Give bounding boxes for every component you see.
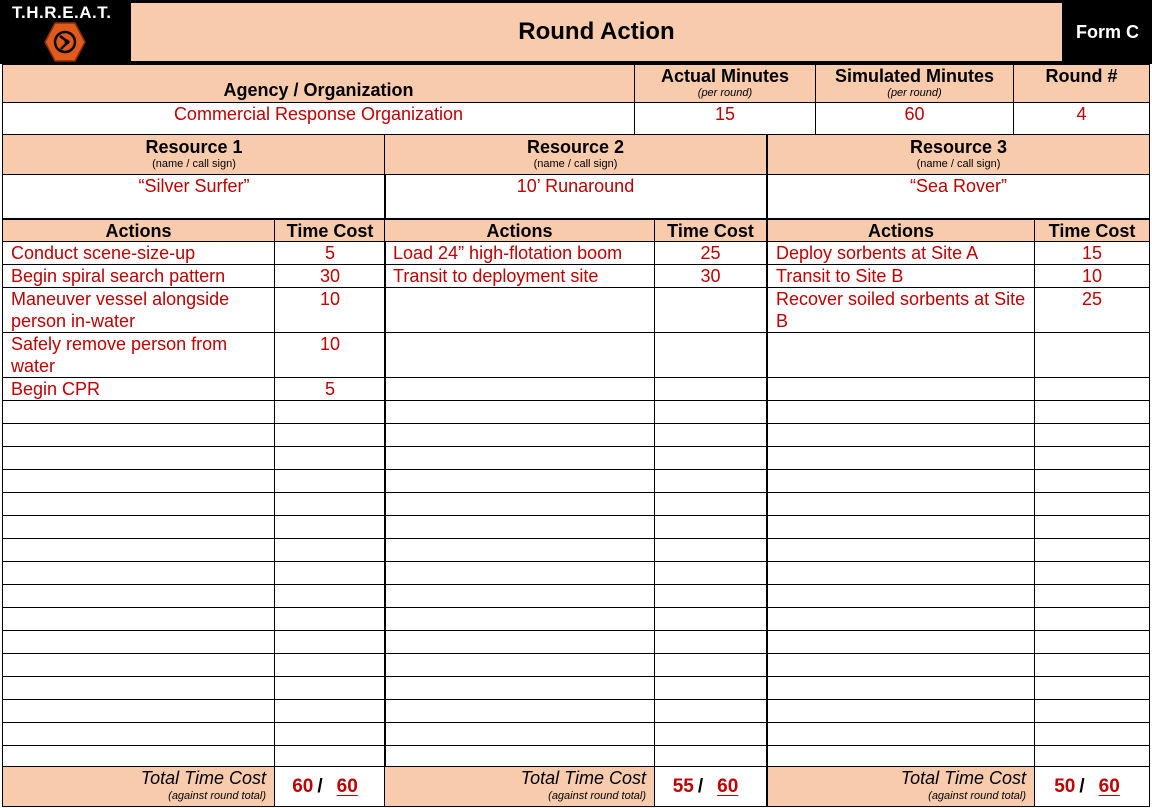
action-cell[interactable] <box>767 287 1035 333</box>
time-cell[interactable] <box>274 469 386 493</box>
action-cell[interactable] <box>384 745 655 767</box>
time-cell[interactable] <box>654 676 767 700</box>
resource-2-actions-header: Actions <box>384 219 655 242</box>
resource-1-sub: (name / call sign) <box>152 158 236 170</box>
resource-3-time-header: Time Cost <box>1034 219 1150 242</box>
time-cell[interactable] <box>654 492 767 516</box>
page-title: Round Action <box>130 2 1063 62</box>
time-cell[interactable] <box>654 241 767 265</box>
resource-1-header <box>2 134 386 175</box>
action-cell[interactable] <box>384 241 655 265</box>
resource-1-total-value-cell[interactable] <box>274 766 386 807</box>
total-label: Total Time Cost <box>900 768 1026 788</box>
action-cell[interactable] <box>2 400 275 424</box>
time-cell[interactable] <box>654 264 767 288</box>
action-cell[interactable] <box>2 241 275 265</box>
action-text: Deploy sorbents at Site A <box>776 243 979 263</box>
action-cell[interactable] <box>767 400 1035 424</box>
agency-label: Agency / Organization <box>223 80 414 100</box>
resource-2-sub: (name / call sign) <box>533 158 618 170</box>
time-cell[interactable] <box>654 745 767 767</box>
action-cell[interactable] <box>2 676 275 700</box>
action-cell[interactable] <box>2 492 275 516</box>
time-value: 10 <box>319 289 341 309</box>
time-cell[interactable] <box>274 538 386 562</box>
actual-minutes-sub: (per round) <box>697 87 753 99</box>
time-cell[interactable] <box>1034 377 1150 401</box>
round-value: 4 <box>1076 104 1087 124</box>
time-cell[interactable] <box>1034 584 1150 608</box>
time-cell[interactable] <box>654 400 767 424</box>
time-cell[interactable] <box>274 241 386 265</box>
action-cell[interactable] <box>384 699 655 723</box>
resource-2-name-field[interactable] <box>384 174 767 219</box>
time-cell[interactable] <box>274 584 386 608</box>
round-header <box>1013 64 1150 103</box>
time-cell[interactable] <box>274 699 386 723</box>
time-cell[interactable] <box>1034 607 1150 631</box>
time-cell[interactable] <box>654 722 767 746</box>
action-cell[interactable] <box>767 423 1035 447</box>
time-cell[interactable] <box>1034 400 1150 424</box>
action-cell[interactable] <box>384 287 655 333</box>
action-cell[interactable] <box>2 446 275 470</box>
action-cell[interactable] <box>2 423 275 447</box>
action-cell[interactable] <box>2 607 275 631</box>
action-cell[interactable] <box>767 722 1035 746</box>
time-cell[interactable] <box>274 446 386 470</box>
resource-3-total-label-cell <box>767 766 1035 807</box>
time-cell[interactable] <box>274 653 386 677</box>
action-text: Maneuver vessel alongside person in-water <box>11 289 230 331</box>
action-cell[interactable] <box>767 377 1035 401</box>
action-cell[interactable] <box>384 332 655 378</box>
total-used: 50 <box>1054 775 1076 797</box>
resource-2-name: 10’ Runaround <box>516 176 635 196</box>
action-cell[interactable] <box>384 492 655 516</box>
action-cell[interactable] <box>384 515 655 539</box>
round-label: Round # <box>1045 66 1118 86</box>
resource-1-total-label-cell <box>2 766 275 807</box>
action-cell[interactable] <box>767 492 1035 516</box>
resource-2-header <box>384 134 767 175</box>
round-field[interactable] <box>1013 102 1150 135</box>
time-value: 25 <box>1081 289 1103 309</box>
time-cell[interactable] <box>274 287 386 333</box>
resource-2-label: Resource 2 <box>526 137 625 157</box>
total-slash: / <box>317 775 323 797</box>
action-cell[interactable] <box>2 561 275 585</box>
time-cell[interactable] <box>1034 264 1150 288</box>
action-cell[interactable] <box>2 584 275 608</box>
time-cell[interactable] <box>1034 469 1150 493</box>
resource-3-total-value-cell[interactable] <box>1034 766 1150 807</box>
action-cell[interactable] <box>384 400 655 424</box>
actual-minutes-label: Actual Minutes <box>660 66 789 86</box>
time-cell[interactable] <box>274 492 386 516</box>
total-sub: (against round total) <box>928 790 1026 802</box>
resource-1-name: “Silver Surfer” <box>138 176 250 196</box>
total-slash: / <box>1079 775 1085 797</box>
action-cell[interactable] <box>2 515 275 539</box>
time-value: 10 <box>319 334 341 354</box>
time-cell[interactable] <box>1034 699 1150 723</box>
time-cell[interactable] <box>654 607 767 631</box>
action-cell[interactable] <box>2 377 275 401</box>
action-cell[interactable] <box>2 469 275 493</box>
time-cell[interactable] <box>274 676 386 700</box>
action-cell[interactable] <box>384 377 655 401</box>
action-cell[interactable] <box>767 515 1035 539</box>
agency-value: Commercial Response Organization <box>173 104 464 124</box>
time-cell[interactable] <box>1034 332 1150 378</box>
total-value <box>655 767 766 806</box>
resource-3-actions-header: Actions <box>767 219 1035 242</box>
time-cell[interactable] <box>274 722 386 746</box>
time-cell[interactable] <box>1034 446 1150 470</box>
time-cell[interactable] <box>654 469 767 493</box>
time-cell[interactable] <box>274 515 386 539</box>
action-cell[interactable] <box>384 607 655 631</box>
action-cell[interactable] <box>384 584 655 608</box>
action-cell[interactable] <box>767 469 1035 493</box>
action-cell[interactable] <box>384 561 655 585</box>
agency-field[interactable] <box>2 102 635 135</box>
time-cell[interactable] <box>1034 561 1150 585</box>
action-cell[interactable] <box>384 653 655 677</box>
total-label: Total Time Cost <box>140 768 266 788</box>
total-round: 60 <box>1098 775 1120 797</box>
resource-3-header <box>767 134 1150 175</box>
logo <box>0 0 130 64</box>
time-cell[interactable] <box>654 377 767 401</box>
resource-2-total-value-cell[interactable] <box>654 766 767 807</box>
action-cell[interactable] <box>767 745 1035 767</box>
action-text: Begin CPR <box>11 379 101 399</box>
action-cell[interactable] <box>767 561 1035 585</box>
resource-1-label: Resource 1 <box>145 137 243 157</box>
action-text: Transit to deployment site <box>393 266 599 286</box>
time-cell[interactable] <box>1034 538 1150 562</box>
time-cell[interactable] <box>654 584 767 608</box>
resource-1-name-field[interactable] <box>2 174 386 219</box>
action-cell[interactable] <box>384 722 655 746</box>
time-cell[interactable] <box>654 446 767 470</box>
total-value <box>275 767 385 806</box>
action-cell[interactable] <box>767 446 1035 470</box>
hexagon-seal-icon <box>44 22 86 62</box>
time-cell[interactable] <box>654 287 767 333</box>
action-cell[interactable] <box>767 630 1035 654</box>
action-cell[interactable] <box>767 264 1035 288</box>
time-value: 15 <box>1081 243 1103 263</box>
time-cell[interactable] <box>274 423 386 447</box>
action-cell[interactable] <box>384 446 655 470</box>
action-cell[interactable] <box>2 264 275 288</box>
resource-2-total-label-cell <box>384 766 655 807</box>
action-text: Conduct scene-size-up <box>11 243 196 263</box>
time-cell[interactable] <box>1034 745 1150 767</box>
time-cell[interactable] <box>274 607 386 631</box>
total-round: 60 <box>336 775 358 797</box>
action-cell[interactable] <box>767 676 1035 700</box>
form-label: Form C <box>1076 21 1139 42</box>
time-cell[interactable] <box>1034 492 1150 516</box>
action-cell[interactable] <box>384 469 655 493</box>
action-cell[interactable] <box>767 607 1035 631</box>
time-value: 5 <box>324 243 335 263</box>
action-cell[interactable] <box>2 332 275 378</box>
actual-minutes-header <box>634 64 816 103</box>
time-cell[interactable] <box>654 538 767 562</box>
resource-3-name-field[interactable] <box>767 174 1150 219</box>
time-cell[interactable] <box>1034 653 1150 677</box>
total-sub: (against round total) <box>168 790 266 802</box>
time-cell[interactable] <box>654 630 767 654</box>
time-value: 25 <box>700 243 721 263</box>
simulated-minutes-label: Simulated Minutes <box>834 66 995 86</box>
logo-text: T.H.R.E.A.T. <box>12 3 112 22</box>
time-cell[interactable] <box>654 515 767 539</box>
action-cell[interactable] <box>767 332 1035 378</box>
agency-header <box>2 64 635 103</box>
action-text: Safely remove person from water <box>11 334 228 376</box>
time-cell[interactable] <box>1034 676 1150 700</box>
total-round: 60 <box>717 775 739 797</box>
resource-3-sub: (name / call sign) <box>916 158 1001 170</box>
form-header <box>0 0 1152 64</box>
simulated-minutes-value: 60 <box>904 104 925 124</box>
action-cell[interactable] <box>2 287 275 333</box>
action-cell[interactable] <box>767 241 1035 265</box>
action-text: Recover soiled sorbents at Site B <box>776 289 1026 331</box>
time-cell[interactable] <box>654 561 767 585</box>
total-sub: (against round total) <box>548 790 646 802</box>
time-cell[interactable] <box>274 745 386 767</box>
time-cell[interactable] <box>274 377 386 401</box>
simulated-minutes-field[interactable] <box>815 102 1014 135</box>
simulated-minutes-sub: (per round) <box>887 87 942 99</box>
time-value: 10 <box>1081 266 1103 286</box>
time-cell[interactable] <box>274 561 386 585</box>
action-text: Load 24” high-flotation boom <box>393 243 623 263</box>
resource-2-time-header: Time Cost <box>654 219 767 242</box>
total-slash: / <box>697 775 704 797</box>
action-cell[interactable] <box>2 653 275 677</box>
resource-1-time-header: Time Cost <box>274 219 386 242</box>
time-cell[interactable] <box>654 423 767 447</box>
action-cell[interactable] <box>2 722 275 746</box>
time-cell[interactable] <box>274 332 386 378</box>
time-cell[interactable] <box>1034 241 1150 265</box>
action-cell[interactable] <box>384 264 655 288</box>
total-label: Total Time Cost <box>520 768 646 788</box>
actual-minutes-value: 15 <box>714 104 736 124</box>
action-cell[interactable] <box>2 745 275 767</box>
time-cell[interactable] <box>1034 722 1150 746</box>
time-cell[interactable] <box>1034 287 1150 333</box>
time-cell[interactable] <box>654 653 767 677</box>
simulated-minutes-header <box>815 64 1014 103</box>
action-cell[interactable] <box>767 653 1035 677</box>
time-cell[interactable] <box>1034 630 1150 654</box>
action-cell[interactable] <box>384 630 655 654</box>
action-cell[interactable] <box>767 538 1035 562</box>
total-used: 55 <box>672 775 694 797</box>
action-cell[interactable] <box>384 423 655 447</box>
time-value: 30 <box>319 266 341 286</box>
time-cell[interactable] <box>1034 423 1150 447</box>
time-cell[interactable] <box>654 332 767 378</box>
time-value: 5 <box>324 379 335 399</box>
time-cell[interactable] <box>654 699 767 723</box>
action-cell[interactable] <box>384 676 655 700</box>
resource-3-label: Resource 3 <box>909 137 1008 157</box>
action-cell[interactable] <box>384 538 655 562</box>
time-cell[interactable] <box>274 264 386 288</box>
action-cell[interactable] <box>767 584 1035 608</box>
resource-1-actions-header: Actions <box>2 219 275 242</box>
time-cell[interactable] <box>274 630 386 654</box>
time-cell[interactable] <box>274 400 386 424</box>
time-cell[interactable] <box>1034 515 1150 539</box>
actual-minutes-field[interactable] <box>634 102 816 135</box>
action-text: Transit to Site B <box>776 266 904 286</box>
action-cell[interactable] <box>2 630 275 654</box>
total-used: 60 <box>292 775 314 797</box>
resource-3-name: “Sea Rover” <box>909 176 1008 196</box>
action-cell[interactable] <box>767 699 1035 723</box>
total-value <box>1035 767 1149 806</box>
action-text: Begin spiral search pattern <box>11 266 226 286</box>
action-cell[interactable] <box>2 538 275 562</box>
time-value: 30 <box>700 266 721 286</box>
action-cell[interactable] <box>2 699 275 723</box>
